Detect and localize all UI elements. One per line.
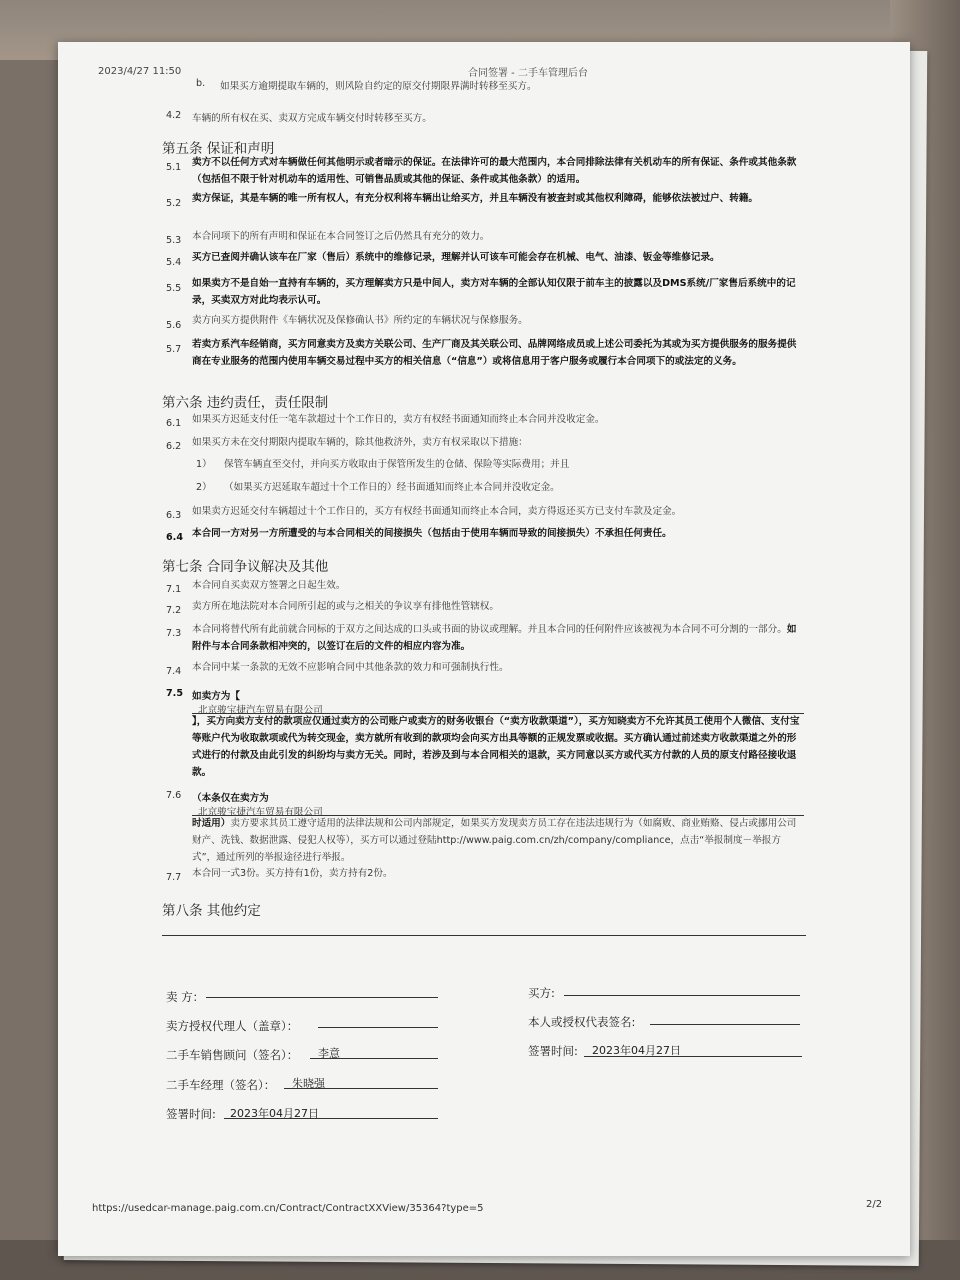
sub-item-label: 2） — [196, 482, 212, 493]
clause-text: 如果买方未在交付期限内提取车辆的，除其他救济外，卖方有权采取以下措施： — [192, 437, 528, 448]
clause-num: 6.2 — [166, 441, 182, 452]
clause-num: 6.4 — [166, 532, 183, 543]
company-name: 北京骏宝捷汽车贸易有限公司 — [198, 705, 323, 716]
clause-num: 7.5 — [166, 688, 183, 699]
buyer-rep-label: 本人或授权代表签名: — [528, 1015, 636, 1029]
top-item-text: 如果买方逾期提取车辆的，则风险自约定的原交付期限界满时转移至买方。 — [220, 81, 537, 92]
clause-text: 如果卖方迟延交付车辆超过十个工作日的，买方有权经书面通知而终止本合同，卖方得返还买方已支付车款及定金。 — [192, 506, 682, 517]
sub-item-text: （如果买方迟延取车超过十个工作日的）经书面通知而终止本合同并没收定金。 — [224, 482, 560, 493]
clause-text: 卖方所在地法院对本合同所引起的或与之相关的争议享有排他性管辖权。 — [192, 601, 499, 612]
sub-item-label: 1） — [196, 459, 212, 470]
seller-date-label: 签署时间: — [166, 1107, 216, 1121]
clause-num: 7.4 — [166, 666, 182, 677]
clause-num: 4.2 — [166, 110, 182, 121]
signature-line[interactable] — [584, 1056, 802, 1057]
manager-label: 二手车经理（签名）： — [166, 1078, 276, 1092]
clause-text: 如果卖方不是自始一直持有车辆的，买方理解卖方只是中间人，卖方对车辆的全部认知仅限于前车主的披露以及DMS系统/厂家售后系统中的记录，买卖双方对此均表示认可。 — [192, 278, 796, 306]
clause-text: 若卖方系汽车经销商，买方同意卖方及卖方关联公司、生产厂商及其关联公司、品牌网络成员或上述公司委托为其或为买方提供服务的服务提供商在专业服务的范围内使用车辆交易过程中买方的相关信息（“信息”）或将信息用于客户服务或履行本合同项下的或法定的义务。 — [192, 339, 797, 367]
clause-num: 7.1 — [166, 584, 182, 595]
clause-prefix: （本条仅在卖方为 — [192, 793, 269, 804]
clause-prefix: 如卖方为【 — [192, 691, 240, 702]
clause-text: 如果买方迟延支付任一笔车款超过十个工作日的，卖方有权经书面通知而终止本合同并没收定金。 — [192, 414, 605, 425]
clause-text: 本合同自买卖双方签署之日起生效。 — [192, 580, 346, 591]
clause-num: 5.7 — [166, 344, 182, 355]
clause-text-bold: 如附件与本合同条款相冲突的，以签订在后的文件的相应内容为准。 — [192, 624, 797, 652]
clause-text: 本合同一方对另一方所遭受的与本合同相关的间接损失（包括由于使用车辆而导致的间接损失）不承担任何责任。 — [192, 528, 672, 539]
sales-consultant-label: 二手车销售顾问（签名）： — [166, 1048, 299, 1062]
clause-text-normal: 卖方要求其员工遵守适用的法律法规和公司内部规定，如果买方发现卖方员工存在违法违规行为（如腐败、商业贿赂、侵占或挪用公司财产、洗钱、数据泄露、侵犯人权等），买方可以通过登陆http://www.paig.com.cn/zh/company/compliance，点击“举报制度－举报方式”，通过所列的举报途径进行举报。 — [192, 818, 797, 863]
clause-num: 5.4 — [166, 257, 182, 268]
signature-line[interactable] — [206, 997, 438, 998]
clause-text: 本合同一式3份。买方持有1份，卖方持有2份。 — [192, 868, 393, 879]
clause-text: 卖方保证，其是车辆的唯一所有权人，有充分权利将车辆出让给买方，并且车辆没有被查封或其他权利障碍，能够依法被过户、转籍。 — [192, 193, 759, 204]
section-title: 第六条 违约责任，责任限制 — [162, 395, 329, 411]
clause-text: 本合同项下的所有声明和保证在本合同签订之后仍然具有充分的效力。 — [192, 231, 490, 242]
clause-text: 】，买方向卖方支付的款项应仅通过卖方的公司账户或卖方的财务收银台（“卖方收款渠道”），买方知晓卖方不允许其员工使用个人微信、支付宝等账户代为收取款项或代为转交现金，卖方就所有收到的款项均会向买方出具等额的正规发票或收据。买方确认通过前述卖方收款渠道之外的形式进行的付款及由此引发的纠纷均与卖方无关。同时，若涉及到与本合同相关的退款，买方同意以买方或代买方付款的人员的原支付路径接收退款。 — [192, 716, 800, 778]
clause-num: 5.5 — [166, 283, 182, 294]
section-title: 第五条 保证和声明 — [162, 141, 275, 157]
clause-text: 本合同中某一条款的无效不应影响合同中其他条款的效力和可强制执行性。 — [192, 662, 509, 673]
signature-line[interactable] — [564, 995, 800, 996]
buyer-date-label: 签署时间: — [528, 1044, 578, 1058]
signature-line[interactable] — [650, 1024, 800, 1025]
print-datetime: 2023/4/27 11:50 — [98, 66, 182, 77]
page-number: 2/2 — [866, 1199, 883, 1210]
buyer-label: 买方: — [528, 986, 555, 1000]
clause-text: 买方已查阅并确认该车在厂家（售后）系统中的维修记录，理解并认可该车可能会存在机械、电气、油漆、钣金等维修记录。 — [192, 252, 720, 263]
sub-item-text: 保管车辆直至交付，并向买方收取由于保管所发生的仓储、保险等实际费用；并且 — [224, 459, 570, 470]
signature-line[interactable] — [310, 1058, 438, 1059]
buyer-date-value: 2023年04月27日 — [592, 1044, 681, 1057]
signature-line[interactable] — [284, 1088, 438, 1089]
signature-line[interactable] — [318, 1027, 438, 1028]
clause-text-normal: 本合同将替代所有此前就合同标的于双方之间达成的口头或书面的协议或理解。并且本合同的任何附件应该被视为本合同不可分割的一部分。 — [192, 624, 787, 635]
clause-text-bold: 时适用） — [192, 818, 231, 829]
clause-num: 6.3 — [166, 510, 182, 521]
clause-num: 5.6 — [166, 320, 182, 331]
signature-line[interactable] — [224, 1118, 438, 1119]
top-item-label: b. — [196, 78, 206, 89]
seller-date-value: 2023年04月27日 — [230, 1107, 319, 1120]
clause-text: 卖方向买方提供附件《车辆状况及保修确认书》所约定的车辆状况与保修服务。 — [192, 315, 528, 326]
sales-consultant-name: 李意 — [318, 1047, 340, 1060]
print-title: 合同签署 - 二手车管理后台 — [468, 68, 588, 79]
seller-agent-label: 卖方授权代理人（盖章）： — [166, 1019, 299, 1033]
clause-num: 7.3 — [166, 628, 182, 639]
seller-label: 卖 方： — [166, 990, 205, 1004]
clause-num: 5.1 — [166, 162, 182, 173]
clause-text — [192, 815, 804, 866]
company-name: 北京骏宝捷汽车贸易有限公司 — [198, 807, 323, 818]
contract-page — [58, 42, 910, 1256]
manager-name: 朱晓强 — [292, 1077, 325, 1090]
clause-text — [192, 621, 802, 655]
footer-url: https://usedcar-manage.paig.com.cn/Contract/ContractXXView/35364?type=5 — [92, 1203, 484, 1214]
clause-num: 6.1 — [166, 418, 182, 429]
clause-text: 卖方不以任何方式对车辆做任何其他明示或者暗示的保证。在法律许可的最大范围内，本合同排除法律有关机动车的所有保证、条件或其他条款（包括但不限于针对机动车的适用性、可销售品质或其他的保证、条件或其他条款）的适用。 — [192, 157, 797, 185]
clause-num: 5.3 — [166, 235, 182, 246]
clause-num: 7.7 — [166, 872, 182, 883]
clause-num: 5.2 — [166, 198, 182, 209]
section-title: 第八条 其他约定 — [162, 903, 261, 919]
fill-line — [162, 935, 806, 936]
section-title: 第七条 合同争议解决及其他 — [162, 559, 329, 575]
clause-text: 车辆的所有权在买、卖双方完成车辆交付时转移至买方。 — [192, 113, 432, 124]
clause-num: 7.2 — [166, 605, 182, 616]
clause-num: 7.6 — [166, 790, 182, 801]
